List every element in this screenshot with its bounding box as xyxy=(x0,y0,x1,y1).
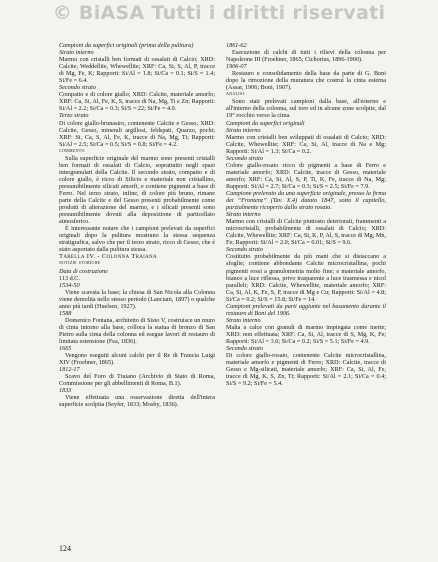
section-heading: Data di costruzione xyxy=(59,267,108,275)
section-heading: Campioni prelevati da parti aggiunte nel basamento durante il restauro di Boni del 1906. xyxy=(226,302,386,317)
paragraph: Viene scavata la base; la chiesa di San Nicola alla Colonna viene demolita nello stesso periodo (Lanciani, 1897) o qualche anno più tardi (Huelsen, 1927). xyxy=(59,288,215,310)
section-title: analisi xyxy=(226,91,245,98)
section-heading: Strato interno xyxy=(226,316,261,324)
paragraph: Restauro e consolidamento della base da parte di G. Boni dopo la rimozione della muratura che costruì la cinta esterna (Assar, 1906; Boni, 1907). xyxy=(226,70,386,92)
paragraph: Marmo con cristalli ben sviluppati di ossalati di Calcio; XRD: Calcite, Whewellite; XRF: Ca, Si, Al, tracce di Na e Mg; Rapporti: Si/Al = 1.3; Si/Ca = 0.2. xyxy=(226,133,386,155)
section-heading: Strato interno xyxy=(226,211,261,219)
paragraph: Marmo con cristalli ben formati di ossalati di Calcio; XRD: Calcite, Weddellite, Whewellite; XRF: Ca, Si, S, Al, P, tracce di Mg, Fe, K; Rapporti: Si/Al = 1.8; Si/Ca = 0.1; Si/S = 1.4; Si/Fe = 6.4. xyxy=(59,56,215,85)
paragraph: Marmo con cristalli di Calcite piuttosto deteriorati, frammenti a microcristalli, probabilmente di ossalati di Calcio; XRD: Calcite, Whewellite; XRF: Ca, Si, K, P, Al, S, tracce di Mg, Mn, Fe; Rapporti: Si/Al = 2.0; Si/Ca = 0.01; Si/S = 9.6. xyxy=(226,218,386,247)
paragraph: Sulla superficie originale del marmo sono presenti cristalli ben formati di ossalati di Calcio, soprattutto negli spazi intergranulari della Calcite. Il secondo strato, compatto e di colore giallo, è ricco di Silicio e materiale non cristallino, presumibilmente silicati amorfi, e contiene pigmenti a base di Ferro. Nel terzo strato, infine, di colore più bruno, rimane parte della Calcite e del Gesso presenti probabilmente come prodotti di alterazione del marmo, e i silicati presenti sono presumibilmente dovuti alla deposizione di particellato atmosferico. xyxy=(59,154,215,226)
paragraph: Scavo del Foro di Traiano (Archivio di Stato di Roma, Commissione per gli abbellimenti di Roma, B.1). xyxy=(59,373,215,388)
section-heading: 1534-50 xyxy=(59,281,80,289)
right-column xyxy=(226,42,386,387)
paragraph: Compatto e di colore giallo; XRD: Calcite, materiale amorfo; XRF: Ca, Si, Al, Fe, K, S, tracce di Na, Mg, Ti e Zn; Rapporti: Si/Al = 2.2; Si/Ca = 0.3; Si/S = 22; Si/Fe = 4.0. xyxy=(59,91,215,113)
paragraph: Di colore giallo-brunastro, contenente Calcite e Gesso; XRD: Calcite, Gesso, minerali argillosi, feldspati, Quarzo, pochi; XRF: Si, Ca, S, Al, Fe, K, tracce di Na, Mg, Ti; Rapporti: Si/Al = 2.5; Si/Ca = 0.5; Si/S = 0.8; Si/Fe = 4.2. xyxy=(59,119,215,148)
section-title: commento xyxy=(59,147,85,154)
watermark: © BiASA Tutti i diritti riservati xyxy=(52,2,386,24)
paragraph: 113 d.C. xyxy=(59,274,80,282)
paragraph: Colore giallo-rosato ricco di pigmenti a base di Ferro e materiale amorfo; XRD: Calcite, tracce di Gesso, materiale amorfo; XRF: Ca, Si, Al, S, P, Ti, K, Fe, tracce di Na, Mg; Rapporti: Si/Al = 2.7; Si/Ca = 0.3; Si/S = 2.5; Si/Fe = 7.9. xyxy=(226,161,386,190)
section-heading: 1812-17 xyxy=(59,366,80,374)
paragraph: È interessante notare che i campioni prelevati da superfici originali dopo la pulitura mostrano la stessa sequenza stratigrafica, salvo che per il terzo strato, ricco di Gesso, che è stato asportato dalla pulitura stessa. xyxy=(59,225,215,254)
section-heading: Campione prelevato da una superficie originale, presso la firma dei “Frontenz” (Tav. X.4) datato 1847, sotto il capitello, parzialmente ricoperto dallo strato rosato. xyxy=(226,189,386,212)
paragraph: Domenico Fontana, architetto di Sisto V, costruisce un muro di cinta intorno alla base, colloca la statua di bronzo di San Pietro sulla cima della colonna ed esegue lavori di restauro di limitata estensione (Fea, 1836). xyxy=(59,316,215,345)
paragraph: Viene effettuata una osservazione diretta dell'intera superficie scolpita (Seyfer, 1833; Mosby, 1836). xyxy=(59,394,215,409)
section-heading: Secondo strato xyxy=(59,84,96,92)
left-column xyxy=(59,42,215,408)
section-title: Tabella IV. - Colonna Traiana xyxy=(59,253,157,261)
section-heading: 1833 xyxy=(59,387,72,395)
section-title: notizie storiche xyxy=(59,260,101,267)
paragraph: Di colore giallo-rosato, contenente Calcite microcristallina, materiale amorfo e pigmenti di Ferro; XRD: Calcite, tracce di Gesso e Mg-silicati, materiale amorfo; XRF: Ca, Si, Al, Fe, tracce di Mg, K, S, Zn, Ti; Rapporti: Si/Al = 2.1; Si/Ca = 0.4; Si/S = 9.2; Si/Fe = 5.4. xyxy=(226,352,386,388)
section-heading: Campioni da superfici originali (prima della pulitura) xyxy=(59,42,194,49)
section-heading: Campioni da superfici originali xyxy=(226,119,305,127)
section-heading: Terzo strato xyxy=(59,112,89,120)
section-heading: 1665 xyxy=(59,345,72,353)
section-heading: Secondo strato xyxy=(226,246,263,254)
section-heading: Strato interno xyxy=(59,49,94,57)
section-heading: 1588 xyxy=(59,309,72,317)
paragraph: Esecuzione di calchi di tutti i rilievi della colonna per Napoleone III (Froehner, 1865; Cichorius, 1896-1900). xyxy=(226,49,386,64)
section-heading: Strato interno xyxy=(226,126,261,134)
section-heading: 1861-62 xyxy=(226,42,247,49)
page-number: 124 xyxy=(59,544,71,553)
paragraph: Sono stati prelevati campioni dalla base, all'esterno e all'interno della colonna, sul toro ed in alcune zone scolpite, dal 19° rocchio verso la cima. xyxy=(226,98,386,120)
section-heading: 1906-07 xyxy=(226,63,247,71)
section-heading: Secondo strato xyxy=(226,345,263,353)
section-heading: Secondo strato xyxy=(226,154,263,162)
paragraph: Vengono eseguiti alcuni calchi per il Re di Francia Luigi XIV (Froehner, 1865). xyxy=(59,352,215,367)
paragraph: Malta a calce con granuli di marmo impiegata come inerte; XRD: non effettuata; XRF: Ca, Si, Al, tracce di S, Mg, K, Fe; Rapporti: Si/Al = 3.0; Si/Ca = 0.2; Si/S = 5.1; Si/Fe = 4.9. xyxy=(226,323,386,345)
paragraph: Costituito probabilmente da più mani che si distaccano a sfoglie; contiene abbondante Calcite microcristallina, pochi pigmenti rossi a granulometria molto fine; e materiale amorfo, bianco a luce riflessa, privo trasparente a luce trasmessa e nicol paralleli; XRD: Calcite, Whewellite, materiale amorfo; XRF: Ca, Si, Al, K, Fe, S, P, tracce di Mg e Cu; Rapporti: Si/Al = 4.8; Si/Ca = 0.2; Si/S = 15.8; Si/Fe = 14. xyxy=(226,253,386,303)
